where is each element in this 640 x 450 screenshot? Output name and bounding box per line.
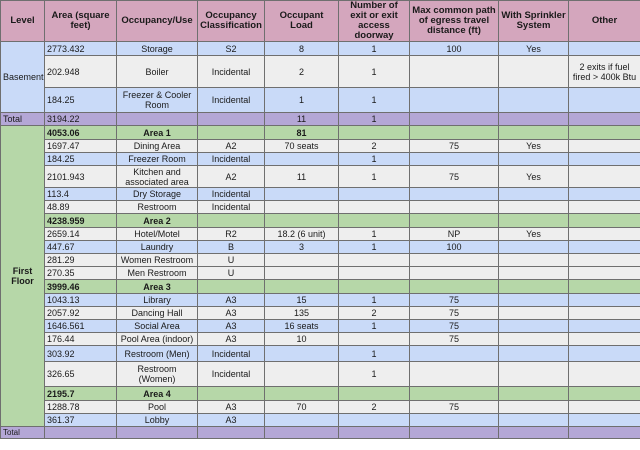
egress-distance-cell: 75: [410, 333, 499, 346]
area-subheader-row: [1, 387, 640, 401]
occupant-load-cell: 8: [265, 42, 339, 56]
area-cell: 2057.92: [45, 307, 117, 320]
area-cell: 184.25: [45, 88, 117, 113]
classification-cell: Incidental: [198, 201, 265, 214]
egress-distance-cell: [410, 414, 499, 427]
area-cell: 361.37: [45, 414, 117, 427]
area-cell: 202.948: [45, 56, 117, 88]
header-row: [1, 1, 640, 42]
other-cell: [569, 42, 640, 56]
occupancy-use-cell: Storage: [117, 42, 198, 56]
total-label: Total: [1, 427, 45, 439]
sprinkler-cell: [499, 88, 569, 113]
sprinkler-cell: Yes: [499, 140, 569, 153]
exit-count-cell: 1: [339, 56, 410, 88]
classification-cell: B: [198, 241, 265, 254]
total-cell: [410, 427, 499, 439]
header-occupancy-classification: Occupancy Classification: [198, 1, 265, 42]
area-cell: 2773.432: [45, 42, 117, 56]
occupancy-use-cell: Restroom (Men): [117, 346, 198, 362]
classification-cell: Incidental: [198, 188, 265, 201]
total-cell: [499, 113, 569, 126]
header-egress-distance: Max common path of egress travel distance (ft): [410, 1, 499, 42]
table-row: [1, 333, 640, 346]
sprinkler-cell: [499, 280, 569, 294]
classification-cell: S2: [198, 42, 265, 56]
other-cell: [569, 414, 640, 427]
classification-cell: [198, 280, 265, 294]
total-cell: [117, 113, 198, 126]
exit-count-cell: 2: [339, 401, 410, 414]
sprinkler-cell: Yes: [499, 166, 569, 188]
area-cell: 1646.561: [45, 320, 117, 333]
area-cell: 2659.14: [45, 228, 117, 241]
sprinkler-cell: [499, 307, 569, 320]
sprinkler-cell: [499, 267, 569, 280]
exit-count-cell: 2: [339, 307, 410, 320]
total-cell: [45, 427, 117, 439]
occupancy-use-cell: Freezer Room: [117, 153, 198, 166]
sprinkler-cell: [499, 56, 569, 88]
header-occupant-load: Occupant Load: [265, 1, 339, 42]
area-cell: 184.25: [45, 153, 117, 166]
occupant-load-cell: [265, 414, 339, 427]
other-cell: [569, 201, 640, 214]
total-cell: [265, 427, 339, 439]
sprinkler-cell: [499, 254, 569, 267]
table-row: [1, 56, 640, 88]
total-cell: [569, 113, 640, 126]
total-cell: 3194.22: [45, 113, 117, 126]
other-cell: [569, 126, 640, 140]
occupant-load-cell: 15: [265, 294, 339, 307]
sprinkler-cell: [499, 362, 569, 387]
classification-cell: Incidental: [198, 346, 265, 362]
classification-cell: U: [198, 254, 265, 267]
egress-distance-cell: [410, 188, 499, 201]
table-row: [1, 294, 640, 307]
occupant-load-cell: 3: [265, 241, 339, 254]
total-cell: [410, 113, 499, 126]
classification-cell: Incidental: [198, 362, 265, 387]
occupant-load-cell: [265, 201, 339, 214]
occupant-load-cell: [265, 153, 339, 166]
area-cell: 3999.46: [45, 280, 117, 294]
exit-count-cell: [339, 126, 410, 140]
occupancy-use-cell: Dry Storage: [117, 188, 198, 201]
occupancy-use-cell: Area 1: [117, 126, 198, 140]
egress-distance-cell: [410, 362, 499, 387]
sprinkler-cell: [499, 333, 569, 346]
sprinkler-cell: [499, 188, 569, 201]
exit-count-cell: [339, 254, 410, 267]
occupant-load-cell: 2: [265, 56, 339, 88]
occupancy-use-cell: Laundry: [117, 241, 198, 254]
total-cell: [499, 427, 569, 439]
occupancy-use-cell: Kitchen and associated area: [117, 166, 198, 188]
other-cell: [569, 387, 640, 401]
occupant-load-cell: 11: [265, 166, 339, 188]
exit-count-cell: 1: [339, 241, 410, 254]
occupancy-use-cell: Restroom: [117, 201, 198, 214]
sprinkler-cell: [499, 241, 569, 254]
total-label: Total: [1, 113, 45, 126]
occupant-load-cell: 1: [265, 88, 339, 113]
area-cell: 1288.78: [45, 401, 117, 414]
classification-cell: A3: [198, 414, 265, 427]
egress-distance-cell: 75: [410, 166, 499, 188]
other-cell: [569, 362, 640, 387]
occupancy-use-cell: Women Restroom: [117, 254, 198, 267]
exit-count-cell: [339, 333, 410, 346]
area-cell: 303.92: [45, 346, 117, 362]
egress-distance-cell: 75: [410, 320, 499, 333]
occupant-load-cell: [265, 267, 339, 280]
sprinkler-cell: [499, 320, 569, 333]
egress-distance-cell: [410, 56, 499, 88]
egress-distance-cell: [410, 346, 499, 362]
egress-distance-cell: [410, 254, 499, 267]
occupant-load-cell: [265, 188, 339, 201]
other-cell: [569, 254, 640, 267]
occupancy-use-cell: Dancing Hall: [117, 307, 198, 320]
classification-cell: R2: [198, 228, 265, 241]
other-cell: [569, 320, 640, 333]
other-cell: [569, 153, 640, 166]
other-cell: [569, 228, 640, 241]
exit-count-cell: 1: [339, 166, 410, 188]
first-floor-total-row: [1, 427, 640, 439]
table-row: [1, 140, 640, 153]
other-cell: [569, 280, 640, 294]
egress-distance-cell: [410, 88, 499, 113]
other-cell: [569, 88, 640, 113]
occupant-load-cell: 135: [265, 307, 339, 320]
egress-distance-cell: 75: [410, 140, 499, 153]
sprinkler-cell: [499, 414, 569, 427]
sprinkler-cell: Yes: [499, 42, 569, 56]
occupant-load-cell: 70 seats: [265, 140, 339, 153]
total-cell: [198, 427, 265, 439]
classification-cell: A3: [198, 333, 265, 346]
sprinkler-cell: [499, 126, 569, 140]
egress-distance-cell: NP: [410, 228, 499, 241]
area-cell: 326.65: [45, 362, 117, 387]
header-exit-count: Number of exit or exit access doorway: [339, 1, 410, 42]
level-first-floor: First Floor: [1, 126, 45, 427]
other-cell: [569, 307, 640, 320]
egress-distance-cell: 100: [410, 42, 499, 56]
occupancy-use-cell: Boiler: [117, 56, 198, 88]
total-cell: [569, 427, 640, 439]
occupant-load-cell: 10: [265, 333, 339, 346]
occupancy-use-cell: Men Restroom: [117, 267, 198, 280]
header-occupancy-use: Occupancy/Use: [117, 1, 198, 42]
occupant-load-cell: [265, 387, 339, 401]
exit-count-cell: 2: [339, 140, 410, 153]
occupant-load-cell: [265, 362, 339, 387]
table-row: [1, 254, 640, 267]
total-cell: [198, 113, 265, 126]
area-cell: 48.89: [45, 201, 117, 214]
area-subheader-row: [1, 280, 640, 294]
exit-count-cell: [339, 414, 410, 427]
exit-count-cell: 1: [339, 88, 410, 113]
occupancy-use-cell: Restroom (Women): [117, 362, 198, 387]
classification-cell: A3: [198, 401, 265, 414]
classification-cell: Incidental: [198, 88, 265, 113]
classification-cell: A2: [198, 140, 265, 153]
other-cell: [569, 346, 640, 362]
occupant-load-cell: 18.2 (6 unit): [265, 228, 339, 241]
area-subheader-row: [1, 126, 640, 140]
area-cell: 4053.06: [45, 126, 117, 140]
egress-distance-cell: 75: [410, 307, 499, 320]
area-cell: 176.44: [45, 333, 117, 346]
header-level: Level: [1, 1, 45, 42]
occupant-load-cell: [265, 346, 339, 362]
sprinkler-cell: [499, 401, 569, 414]
occupancy-use-cell: Hotel/Motel: [117, 228, 198, 241]
table-row: [1, 88, 640, 113]
classification-cell: [198, 126, 265, 140]
occupancy-use-cell: Area 3: [117, 280, 198, 294]
exit-count-cell: 1: [339, 42, 410, 56]
classification-cell: A3: [198, 307, 265, 320]
classification-cell: A2: [198, 166, 265, 188]
table-row: [1, 320, 640, 333]
exit-count-cell: 1: [339, 228, 410, 241]
exit-count-cell: 1: [339, 362, 410, 387]
egress-distance-cell: [410, 280, 499, 294]
egress-distance-cell: 75: [410, 294, 499, 307]
sprinkler-cell: [499, 346, 569, 362]
other-cell: [569, 140, 640, 153]
occupant-load-cell: [265, 214, 339, 228]
occupancy-use-cell: Pool: [117, 401, 198, 414]
sprinkler-cell: [499, 214, 569, 228]
area-cell: 2101.943: [45, 166, 117, 188]
occupancy-use-cell: Freezer & Cooler Room: [117, 88, 198, 113]
exit-count-cell: 1: [339, 346, 410, 362]
area-cell: 113.4: [45, 188, 117, 201]
occupancy-use-cell: Pool Area (indoor): [117, 333, 198, 346]
table-row: [1, 362, 640, 387]
table-row: [1, 267, 640, 280]
classification-cell: Incidental: [198, 56, 265, 88]
area-cell: 4238.959: [45, 214, 117, 228]
occupancy-use-cell: Dining Area: [117, 140, 198, 153]
occupant-load-cell: [265, 280, 339, 294]
occupant-load-cell: 70: [265, 401, 339, 414]
basement-total-row: [1, 113, 640, 126]
egress-distance-cell: [410, 387, 499, 401]
table-row: [1, 201, 640, 214]
area-cell: 2195.7: [45, 387, 117, 401]
table-row: [1, 42, 640, 56]
other-cell: 2 exits if fuel fired > 400k Btu: [569, 56, 640, 88]
sprinkler-cell: Yes: [499, 228, 569, 241]
table-row: [1, 401, 640, 414]
egress-distance-cell: [410, 214, 499, 228]
area-subheader-row: [1, 214, 640, 228]
occupancy-use-cell: Lobby: [117, 414, 198, 427]
area-cell: 281.29: [45, 254, 117, 267]
other-cell: [569, 401, 640, 414]
egress-distance-cell: [410, 201, 499, 214]
table-row: [1, 241, 640, 254]
sprinkler-cell: [499, 153, 569, 166]
egress-distance-cell: 100: [410, 241, 499, 254]
exit-count-cell: [339, 280, 410, 294]
occupancy-use-cell: Social Area: [117, 320, 198, 333]
occupancy-use-cell: Library: [117, 294, 198, 307]
other-cell: [569, 333, 640, 346]
classification-cell: A3: [198, 294, 265, 307]
area-cell: 447.67: [45, 241, 117, 254]
total-cell: 11: [265, 113, 339, 126]
occupant-load-cell: 16 seats: [265, 320, 339, 333]
exit-count-cell: 1: [339, 294, 410, 307]
sprinkler-cell: [499, 387, 569, 401]
level-basement: Basement: [1, 42, 45, 113]
sprinkler-cell: [499, 201, 569, 214]
occupant-load-cell: [265, 254, 339, 267]
table-row: [1, 166, 640, 188]
exit-count-cell: [339, 201, 410, 214]
sprinkler-cell: [499, 294, 569, 307]
classification-cell: A3: [198, 320, 265, 333]
exit-count-cell: [339, 214, 410, 228]
classification-cell: U: [198, 267, 265, 280]
exit-count-cell: 1: [339, 153, 410, 166]
total-cell: [339, 427, 410, 439]
other-cell: [569, 267, 640, 280]
table-row: [1, 346, 640, 362]
total-cell: 1: [339, 113, 410, 126]
table-row: [1, 414, 640, 427]
other-cell: [569, 188, 640, 201]
other-cell: [569, 241, 640, 254]
occupant-load-cell: 81: [265, 126, 339, 140]
area-cell: 270.35: [45, 267, 117, 280]
other-cell: [569, 294, 640, 307]
table-row: [1, 228, 640, 241]
occupancy-use-cell: Area 2: [117, 214, 198, 228]
header-sprinkler: With Sprinkler System: [499, 1, 569, 42]
exit-count-cell: 1: [339, 320, 410, 333]
egress-distance-cell: [410, 267, 499, 280]
other-cell: [569, 214, 640, 228]
classification-cell: [198, 387, 265, 401]
other-cell: [569, 166, 640, 188]
header-other: Other: [569, 1, 640, 42]
total-cell: [117, 427, 198, 439]
exit-count-cell: [339, 267, 410, 280]
table-row: [1, 307, 640, 320]
classification-cell: Incidental: [198, 153, 265, 166]
table-row: [1, 153, 640, 166]
occupancy-use-cell: Area 4: [117, 387, 198, 401]
area-cell: 1043.13: [45, 294, 117, 307]
egress-distance-cell: [410, 153, 499, 166]
egress-distance-cell: [410, 126, 499, 140]
classification-cell: [198, 214, 265, 228]
area-cell: 1697.47: [45, 140, 117, 153]
egress-distance-cell: 75: [410, 401, 499, 414]
header-area: Area (square feet): [45, 1, 117, 42]
exit-count-cell: [339, 387, 410, 401]
table-row: [1, 188, 640, 201]
exit-count-cell: [339, 188, 410, 201]
